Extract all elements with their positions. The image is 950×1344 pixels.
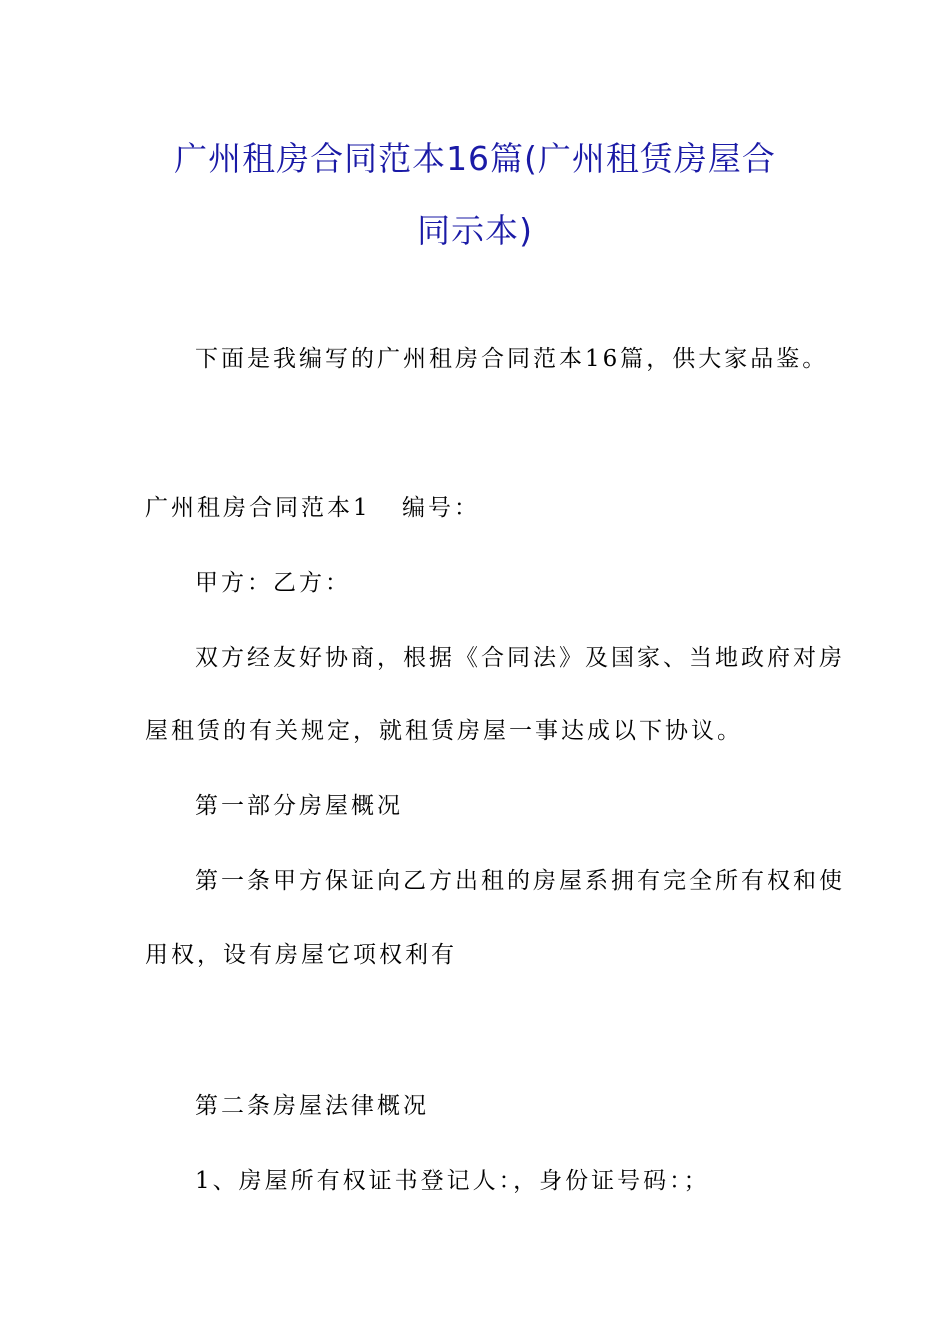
article-1-line-1: 第一条甲方保证向乙方出租的房屋系拥有完全所有权和使 [195, 868, 845, 894]
part-1-heading: 第一部分房屋概况 [195, 793, 403, 819]
intro-paragraph: 下面是我编写的广州租房合同范本16篇，供大家品鉴。 [195, 346, 829, 372]
paragraph-1-line-2: 屋租赁的有关规定，就租赁房屋一事达成以下协议。 [145, 718, 743, 744]
article-1-line-2: 用权，设有房屋它项权利有 [145, 942, 457, 968]
document-title-line-1: 广州租房合同范本16篇(广州租赁房屋合 [174, 139, 776, 178]
paragraph-1-line-1: 双方经友好协商，根据《合同法》及国家、当地政府对房 [195, 645, 845, 671]
document-title-line-2: 同示本) [417, 211, 533, 250]
number-label: 编号： [402, 495, 480, 521]
section-heading: 广州租房合同范本1 [145, 495, 371, 521]
article-2-heading: 第二条房屋法律概况 [195, 1093, 429, 1119]
parties-line: 甲方：乙方： [195, 570, 351, 596]
list-item-1: 1、房屋所有权证书登记人：，身份证号码：； [195, 1168, 710, 1194]
